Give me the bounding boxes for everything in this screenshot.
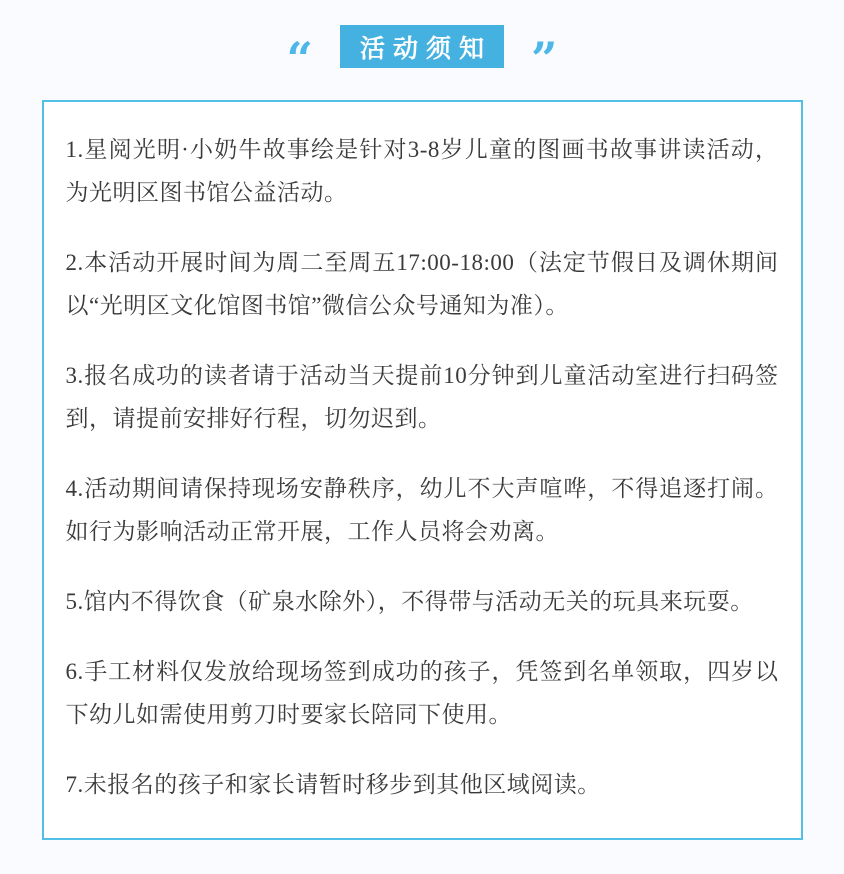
close-quote-icon: ” <box>531 31 558 86</box>
activity-notice-badge <box>340 25 504 68</box>
notice-item-5: 5.馆内不得饮食（矿泉水除外），不得带与活动无关的玩具来玩耍。 <box>65 589 754 614</box>
notice-header <box>0 0 844 86</box>
open-quote-icon: “ <box>286 31 313 86</box>
notice-item-4: 4.活动期间请保持现场安静秩序，幼儿不大声喧哗，不得追逐打闹。如行为影响活动正常开展，工作人员将会劝离。 <box>65 476 779 544</box>
notice-item-7: 7.未报名的孩子和家长请暂时移步到其他区域阅读。 <box>65 772 601 797</box>
notice-box <box>42 100 803 840</box>
notice-item-6: 6.手工材料仅发放给现场签到成功的孩子，凭签到名单领取，四岁以下幼儿如需使用剪刀时要家长陪同下使用。 <box>65 659 779 727</box>
badge-label: 活动须知 <box>359 34 492 63</box>
notice-item-2: 2.本活动开展时间为周二至周五17:00-18:00（法定节假日及调休期间以“光明区文化馆图书馆”微信公众号通知为准）。 <box>65 250 779 318</box>
notice-item-1: 1.星阅光明·小奶牛故事绘是针对3-8岁儿童的图画书故事讲读活动，为光明区图书馆公益活动。 <box>65 137 779 205</box>
notice-item-3: 3.报名成功的读者请于活动当天提前10分钟到儿童活动室进行扫码签到，请提前安排好行程，切勿迟到。 <box>65 363 779 431</box>
